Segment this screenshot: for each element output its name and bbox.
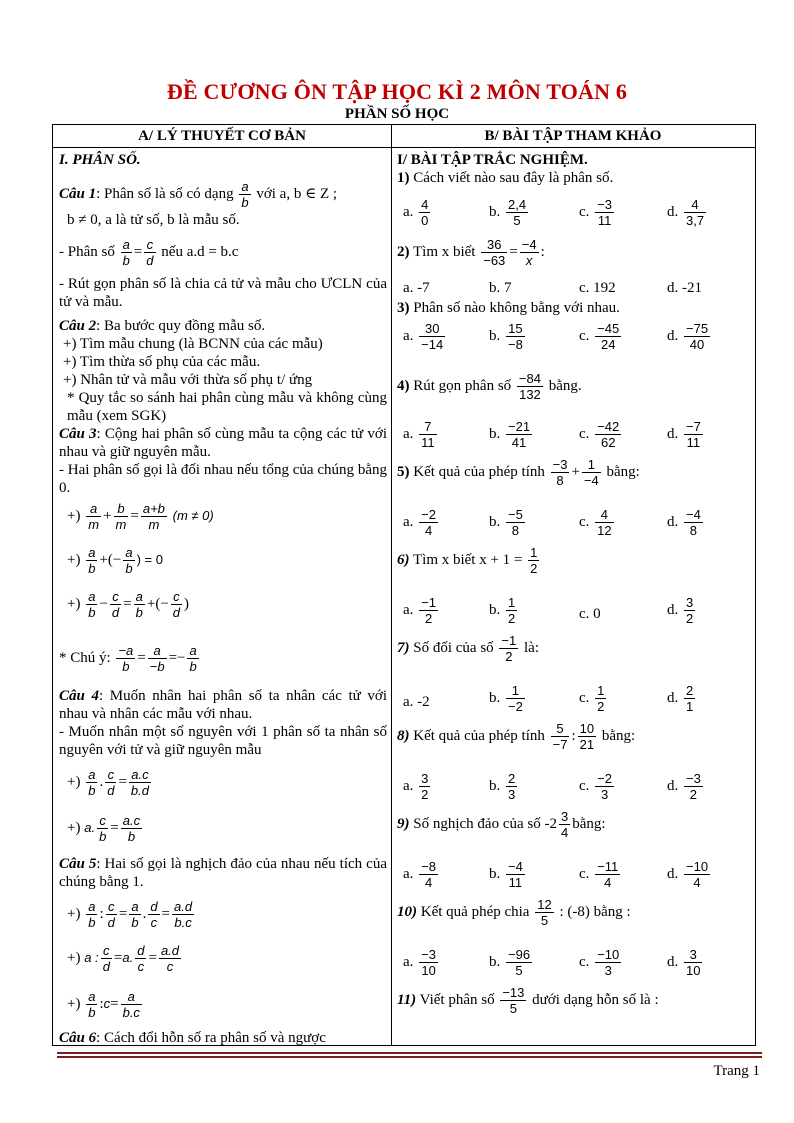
content-table — [52, 124, 756, 1046]
q1-option-c[interactable]: c. $\frac{-3}{11}$ — [579, 197, 612, 228]
q5-option-a[interactable]: a. $\frac{-2}{4}$ — [403, 507, 436, 538]
section-fraction: I. PHÂN SỐ. — [59, 152, 141, 168]
q3-options — [397, 321, 753, 361]
formula-int-divide: +) a : $\frac{c}{d}$ =a. $\frac{d}{c}$ = $\frac{a.d}{c}$ — [67, 943, 180, 974]
q10-option-d[interactable]: d. $\frac{3}{10}$ — [667, 947, 701, 978]
q7-option-d[interactable]: d. $\frac{2}{1}$ — [667, 683, 694, 714]
theory-compare-rule: * Quy tắc so sánh hai phân cùng mẫu và không cùng mẫu (xem SGK) — [67, 390, 387, 424]
q2-option-c[interactable]: c. 192 — [579, 280, 616, 296]
q9-option-d[interactable]: d. $\frac{-10}{4}$ — [667, 859, 709, 890]
question-1: 1) Cách viết nào sau đây là phân số. — [397, 170, 614, 186]
question-8: 8) Kết quả của phép tính $\frac{5}{-7}$ : $\frac{10}{21}$ bằng: — [397, 721, 636, 752]
q7-option-a[interactable]: a. -2 — [403, 694, 430, 710]
theory-c5: Câu 5: Hai số gọi là nghịch đảo của nhau nếu tích của chúng bằng 1. — [59, 856, 387, 890]
theory-c6: Câu 6: Cách đổi hỗn số ra phân số và ngược — [59, 1030, 326, 1046]
q3-option-a[interactable]: a. $\frac{30}{-14}$ — [403, 321, 444, 352]
q4-options — [397, 411, 753, 451]
question-2: 2) Tìm x biết $\frac{36}{-63}$ = $\frac{-4}{x}$ : — [397, 237, 545, 268]
q2-option-a[interactable]: a. -7 — [403, 280, 430, 296]
question-3: 3) Phân số nào không bằng với nhau. — [397, 300, 620, 316]
q5-option-c[interactable]: c. $\frac{4}{12}$ — [579, 507, 612, 538]
q4-option-b[interactable]: b. $\frac{-21}{41}$ — [489, 419, 531, 450]
q6-option-d[interactable]: d. $\frac{3}{2}$ — [667, 595, 694, 626]
question-9: 9) Số nghịch đảo của số -2 $\frac{3}{4}$ bằng: — [397, 809, 606, 840]
theory-c4: Câu 4: Muốn nhân hai phân số ta nhân các tử với nhau và nhân các mẫu với nhau. — [59, 688, 387, 722]
q9-option-a[interactable]: a. $\frac{-8}{4}$ — [403, 859, 436, 890]
q10-option-b[interactable]: b. $\frac{-96}{5}$ — [489, 947, 531, 978]
q8-option-b[interactable]: b. $\frac{2}{3}$ — [489, 771, 516, 802]
question-11: 11) Viết phân số $\frac{-13}{5}$ dưới dạng hỗn số là : — [397, 985, 659, 1016]
document-subtitle: PHẦN SỐ HỌC — [344, 106, 450, 122]
q6-option-a[interactable]: a. $\frac{-1}{2}$ — [403, 595, 436, 626]
q7-options — [397, 675, 753, 715]
question-10: 10) Kết quả phép chia $\frac{12}{5}$ : (-8) bằng : — [397, 897, 631, 928]
theory-note: * Chú ý: $\frac{-a}{b}$ = $\frac{a}{-b}$ =− $\frac{a}{b}$ — [59, 643, 197, 674]
formula-multiply: +) $\frac{a}{b}$ . $\frac{c}{d}$ = $\frac{a.c}{b.d}$ — [67, 767, 149, 798]
page-number: Trang 1 — [713, 1063, 760, 1079]
theory-c2: Câu 2: Ba bước quy đồng mẫu số. — [59, 318, 266, 334]
formula-addition: +) $\frac{a}{m}$ + $\frac{b}{m}$ = $\frac{a+b}{m}$ (m ≠ 0) — [67, 501, 214, 532]
q4-option-d[interactable]: d. $\frac{-7}{11}$ — [667, 419, 701, 450]
theory-simplify: - Rút gọn phân số là chia cả tử và mẫu cho ƯCLN của tử và mẫu. — [59, 276, 387, 310]
theory-c2-step2: +) Tìm thừa số phụ của các mẫu. — [63, 354, 261, 370]
question-7: 7) Số đối của số $\frac{-1}{2}$ là: — [397, 633, 539, 664]
footer-rule — [57, 1052, 762, 1060]
formula-int-multiply: +) a. $\frac{c}{b}$ = $\frac{a.c}{b}$ — [67, 813, 141, 844]
right-column-header: B/ BÀI TẬP THAM KHẢO — [391, 125, 755, 148]
theory-c1: Câu 1: Phân số là số có dạng $\frac{a}{b}$ với a, b ∈ Z ; — [59, 179, 338, 210]
q2-option-b[interactable]: b. 7 — [489, 280, 512, 296]
q4-option-c[interactable]: c. $\frac{-42}{62}$ — [579, 419, 620, 450]
q1-option-a[interactable]: a. $\frac{4}{0}$ — [403, 197, 429, 228]
theory-c2-step1: +) Tìm mẫu chung (là BCNN của các mẫu) — [63, 336, 323, 352]
q1-options — [397, 189, 753, 229]
theory-c2-step3: +) Nhân tử và mẫu với thừa số phụ t/ ứng — [63, 372, 313, 388]
q9-option-c[interactable]: c. $\frac{-11}{4}$ — [579, 859, 619, 890]
q1-option-d[interactable]: d. $\frac{4}{3,7}$ — [667, 197, 705, 228]
q3-option-c[interactable]: c. $\frac{-45}{24}$ — [579, 321, 620, 352]
formula-subtraction: +) $\frac{a}{b}$ − $\frac{c}{d}$ = $\frac{a}{b}$ +(− $\frac{c}{d}$ ) — [67, 589, 190, 620]
q6-option-b[interactable]: b. $\frac{1}{2}$ — [489, 595, 516, 626]
q3-option-b[interactable]: b. $\frac{15}{-8}$ — [489, 321, 523, 352]
theory-equal-fractions: - Phân số $\frac{a}{b}$ = $\frac{c}{d}$ nếu a.d = b.c — [59, 237, 239, 268]
q2-option-d[interactable]: d. -21 — [667, 280, 702, 296]
q8-option-c[interactable]: c. $\frac{-2}{3}$ — [579, 771, 612, 802]
q4-option-a[interactable]: a. $\frac{7}{11}$ — [403, 419, 435, 450]
question-5: 5) Kết quả của phép tính $\frac{-3}{8}$ + $\frac{1}{-4}$ bằng: — [397, 457, 640, 488]
q10-option-c[interactable]: c. $\frac{-10}{3}$ — [579, 947, 620, 978]
theory-opposite: - Hai phân số gọi là đối nhau nếu tổng của chúng bằng 0. — [59, 462, 387, 496]
q9-options — [397, 851, 753, 891]
q8-option-a[interactable]: a. $\frac{3}{2}$ — [403, 771, 429, 802]
q1-option-b[interactable]: b. $\frac{2,4}{5}$ — [489, 197, 527, 228]
formula-divide-int: +) $\frac{a}{b}$ :c= $\frac{a}{b.c}$ — [67, 989, 140, 1020]
column-divider — [391, 125, 392, 1045]
theory-c1-line2: b ≠ 0, a là tử số, b là mẫu số. — [67, 212, 240, 228]
q6-options — [397, 587, 753, 627]
q10-options — [397, 939, 753, 979]
q8-option-d[interactable]: d. $\frac{-3}{2}$ — [667, 771, 701, 802]
q3-option-d[interactable]: d. $\frac{-75}{40}$ — [667, 321, 709, 352]
formula-opposite-sum: +) $\frac{a}{b}$ +(− $\frac{a}{b}$ ) = 0 — [67, 545, 163, 576]
theory-c3: Câu 3: Cộng hai phân số cùng mẫu ta cộng các tử với nhau và giữ nguyên mẫu. — [59, 426, 387, 460]
q5-option-d[interactable]: d. $\frac{-4}{8}$ — [667, 507, 701, 538]
fraction-a-b: $\frac{a}{b}$ — [241, 179, 249, 210]
section-multiple-choice: I/ BÀI TẬP TRẮC NGHIỆM. — [397, 152, 588, 168]
q10-option-a[interactable]: a. $\frac{-3}{10}$ — [403, 947, 436, 978]
q7-option-b[interactable]: b. $\frac{1}{-2}$ — [489, 683, 523, 714]
q5-option-b[interactable]: b. $\frac{-5}{8}$ — [489, 507, 523, 538]
q5-options — [397, 499, 753, 539]
q6-option-c[interactable]: c. 0 — [579, 606, 601, 622]
theory-c4-integer: - Muốn nhân một số nguyên với 1 phân số ta nhân số nguyên với tử và giữ nguyên mẫu — [59, 724, 387, 758]
document-title: ĐỀ CƯƠNG ÔN TẬP HỌC KÌ 2 MÔN TOÁN 6 — [166, 79, 628, 104]
question-4: 4) Rút gọn phân số $\frac{-84}{132}$ bằng. — [397, 371, 582, 402]
formula-divide: +) $\frac{a}{b}$ : $\frac{c}{d}$ = $\frac{a}{b}$ . $\frac{d}{c}$ = $\frac{a.d}{b.c}$ — [67, 899, 193, 930]
question-6: 6) Tìm x biết x + 1 = $\frac{1}{2}$ — [397, 545, 538, 576]
q8-options — [397, 763, 753, 803]
q9-option-b[interactable]: b. $\frac{-4}{11}$ — [489, 859, 523, 890]
left-column-header: A/ LÝ THUYẾT CƠ BẢN — [53, 125, 391, 148]
q7-option-c[interactable]: c. $\frac{1}{2}$ — [579, 683, 605, 714]
